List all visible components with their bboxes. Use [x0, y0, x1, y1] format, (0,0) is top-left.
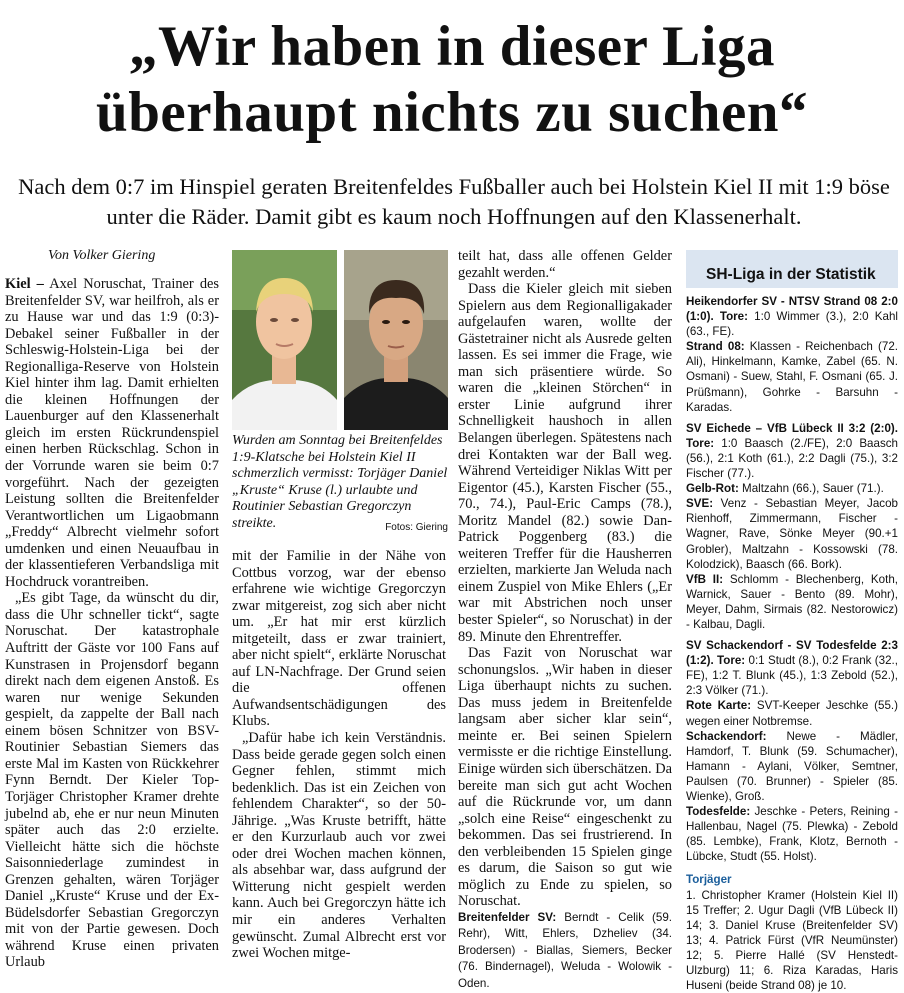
- article-column-1: [5, 276, 219, 971]
- match-schackendorf: [686, 638, 898, 864]
- team-lineup: Schlomm - Blechenberg, Koth, Warnick, Sauer - Bento (89. Mohr), Meyer, Dahm, Sirmais (82. Nestorowicz) - Kalbau, Dagli.: [686, 572, 898, 631]
- portrait-photo: [344, 250, 448, 430]
- caption-text: Wurden am Sonntag bei Breitenfeldes 1:9-Klatsche bei Holstein Kiel II schmerzlich vermisst: Torjäger Daniel „Kruste“ Kruse (l.) urlaubte und Routinier Sebastian Gregorczyn streikte.: [232, 433, 448, 531]
- card-text: Maltzahn (66.), Sauer (71.).: [738, 482, 884, 496]
- dateline: Kiel –: [5, 276, 44, 292]
- article-paragraph: „Es gibt Tage, da wünscht du dir, dass die Uhr schneller tickt“, sagte Noruschat. Der katastrophale Auftritt der Gäste vor 100 Fans auf Kunstrasen in Projensdorf begann direkt nach dem eigenen Anstoß. Es waren nur wenige Sekunden gespielt, da zappelte der Ball nach einem bösen Schnitzer von BSV-Routinier Sebastian Siemers das erste Mal im Kasten von Rückkehrer Fynn Berndt. Der Kieler Top-Torjäger Christopher Kramer drehte jubelnd ab, ehe er nur neun Minuten später auch das 2:0 erzielte. Vielleicht hätte sich die höchste Saisonniederlage zumindest in Grenzen gehalten, wären Torjäger Daniel „Kruste“ Kruse und der Ex-Büdelsdorfer Sebastian Gregorczyn mit von der Partie gewesen. Doch während Kruse einen privaten Urlaub: [5, 590, 219, 971]
- team-lineup: Newe - Mädler, Hamdorf, T. Blunk (59. Schumacher), Hamann - Aylani, Völker, Semtner, Paulsen (70. Brunner) - Spieler (85. Wienke), Groß.: [686, 729, 898, 803]
- team-label: VfB II:: [686, 572, 724, 586]
- article-paragraph: Dass die Kieler gleich mit sieben Spielern aus dem Regionalligakader aufgelaufen waren, wollte der Gästetrainer nicht als Ausrede gelten lassen. Es sei immer die Frage, wie man sich präsentiere würde. So waren die „kleinen Störchen“ in erster Linie aufgrund ihrer Schnelligkeit haushoch in allen Belangen überlegen. Spätestens nach drei Kontakten war der Ball weg. Während Verteidiger Niklas Witt per Eigentor (45.), Karsten Fischer (55., 70., 74.), Paul-Eric Camps (78.), Moritz Mandel (82.) sowie Dan-Patrick Poggenberg (83.) die weiteren Treffer für die Hausherren erzielten, markierte Jan Weluda nach einem Zuspiel von Mike Ehlers („Er war mit Abstrichen noch unser bester Spieler“, so Noruschat) in der 89. Minute den Ehrentreffer.: [458, 281, 672, 645]
- portrait-photo: [232, 250, 337, 430]
- match-heading: Heikendorfer SV - NTSV Strand 08 2:0 (1:0). Tore:: [686, 295, 898, 324]
- photo-credit: Fotos: Giering: [385, 521, 448, 533]
- article-paragraph: [5, 276, 219, 590]
- match-goals: 0:1 Studt (8.), 0:2 Frank (32., FE), 1:2 T. Blunk (45.), 1:3 Zebold (52.), 2:3 Völker (71.).: [686, 654, 898, 698]
- card-text: SVT-Keeper Jeschke (55.) wegen einer Notbremse.: [686, 699, 898, 728]
- lineup-text: Berndt - Celik (59. Rehr), Witt, Ehlers, Dzheliev (34. Brodersen) - Biallas, Siemers, Becker (76. Bindernagel), Weluda - Wolowik - Oden.: [458, 910, 672, 990]
- lead-paragraph: Nach dem 0:7 im Hinspiel geraten Breitenfeldes Fußballer auch bei Holstein Kiel II mit 1:9 böse unter die Räder. Damit gibt es kaum noch Hoffnungen auf den Klassenerhalt.: [18, 174, 890, 229]
- lineup-paragraph: [458, 910, 672, 993]
- match-goals: 1:0 Wimmer (3.), 2:0 Kahl (63., FE).: [686, 310, 898, 339]
- headline: [0, 14, 904, 146]
- team-lineup: Klassen - Reichenbach (72. Ali), Hinkelmann, Kamke, Zabel (65. N. Osmani) - Suew, Stahl, F. Osmani (65. J. Prüßmann), Gohrke - Barsuhn - Karadas.: [686, 340, 898, 414]
- team-lineup: Jeschke - Peters, Reining - Hallenbau, Nagel (75. Plewka) - Zebold (85. Lembke), Frank, Klotz, Bernoth - Lübcke, Studt (55. Holst).: [686, 805, 898, 864]
- match-eichede: [686, 421, 898, 632]
- match-heading: SV Eichede – VfB Lübeck II 3:2 (2:0). Tore:: [686, 421, 898, 450]
- match-goals: 1:0 Baasch (2./FE), 2:0 Baasch (56.), 2:1 Koth (61.), 2:2 Dagli (75.), 3:2 Fischer (77.).: [686, 436, 898, 481]
- byline: Von Volker Giering: [48, 248, 156, 263]
- photo-caption: [232, 433, 448, 536]
- card-label: Rote Karte:: [686, 699, 752, 713]
- article-paragraph: mit der Familie in der Nähe von Cottbus vorzog, war der ebenso erfahrene wie wichtige Gregorczyn zwar mitgereist, zog sich aber nicht um. „Er hat mir erst kürzlich mitgeteilt, dass er zwar trainiert, aber nicht spielt“, erklärte Noruschat auf LN-Nachfrage. Der Grund seien die offenen Aufwandsentschädigungen des Klubs.: [232, 548, 446, 730]
- match-heading: SV Schackendorf - SV Todesfelde 2:3 (1:2). Tore:: [686, 639, 898, 668]
- team-label: SVE:: [686, 497, 714, 511]
- team-label: Schackendorf:: [686, 729, 767, 743]
- sidebar-title: SH-Liga in der Statistik: [686, 250, 898, 288]
- article-paragraph: teilt hat, dass alle offenen Gelder gezahlt werden.“: [458, 248, 672, 281]
- headline-line-2: überhaupt nichts zu suchen“: [96, 81, 808, 144]
- team-label: Todesfelde:: [686, 805, 751, 819]
- team-lineup: Venz - Sebastian Meyer, Jacob Rienhoff, Zimmermann, Fischer - Wagner, Rave, Sönke Meyer (90.+1 Grobler), Maltzahn - Kossowski (78. Kolodzick), Baasch (66. Bork).: [686, 497, 898, 571]
- card-label: Gelb-Rot:: [686, 482, 739, 496]
- article-column-3: [458, 248, 672, 992]
- top-scorers-list: 1. Christopher Kramer (Holstein Kiel II) 15 Treffer; 2. Ugur Dagli (VfB Lübeck II) 14; 3. Daniel Kruse (Breitenfelder SV) 13; 4. Patrick Fürst (VfR Neumünster) 12; 5. Pierre Hallé (SV Henstedt-Ulzburg) 11; 6. Riza Karadas, Haris Huseni (beide Strand 08) je 10.: [686, 888, 898, 993]
- paragraph-text: Axel Noruschat, Trainer des Breitenfelder SV, war heilfroh, als er zu Hause war und das 1:9 (0:3)-Debakel seiner Fußballer in der Schleswig-Holstein-Liga bei der Regionalliga-Reserve von Holstein Kiel hinter ihm lag. Damit erhielten die kleinen Hoffnungen der Lauenburger auf den Klassenerhalt gleich im ersten Rückrundenspiel einen herben Rückschlag. Schon in der Vorrunde waren sie beim 0:7 vorgeführt. Nach der gezeigten Leistung sollten die Breitenfelder Verantwortlichen um Ligaobmann „Freddy“ Albrecht vielmehr sofort umdenken und einen Neuaufbau in der klassentieferen Verbandsliga mit Hochdruck vorantreiben.: [5, 276, 219, 590]
- lineup-label: Breitenfelder SV:: [458, 910, 557, 924]
- article-paragraph: Das Fazit von Noruschat war schonungslos. „Wir haben in dieser Liga überhaupt nichts zu suchen. Das muss jedem in Breitenfelde langsam aber sicher klar sein“, meinte er. Bei seinen Spielern vermisste er die richtige Einstellung. Einige würden sich überschätzen. Da bereite man sich gut acht Wochen auf die Rückrunde vor, um dann „solch eine Reise“ eingeschenkt zu bekommen. Das sei frustrierend. In den verbleibenden 15 Spielen ginge es darum, die Saison so gut wie möglich zu Ende zu spielen, so Noruschat.: [458, 645, 672, 910]
- photo-sebastian-gregorczyn: [344, 250, 448, 430]
- team-label: Strand 08:: [686, 340, 745, 354]
- article-column-2: [232, 548, 446, 962]
- headline-line-1: „Wir haben in dieser Liga: [129, 15, 775, 78]
- photo-daniel-kruse: [232, 250, 337, 430]
- match-heikendorf: [686, 294, 898, 415]
- article-paragraph: „Dafür habe ich kein Verständnis. Dass beide gerade gegen solch einen Gegner fehlen, stimmt mich bedenklich. Das ist ein Zeichen von fehlendem Charakter“, so der 50-Jährige. „Was Kruste betrifft, hätte er den Kurzurlaub auch vor zwei oder drei Wochen machen können, als absehbar war, dass aufgrund der Witterung nicht gespielt werden kann. Auch bei Gregorczyn hätte ich mir ein anderes Verhalten gewünscht. Zumal Albrecht erst vor zwei Wochen mitge-: [232, 730, 446, 962]
- top-scorers-title: Torjäger: [686, 873, 732, 887]
- statistics-sidebar: [686, 250, 898, 993]
